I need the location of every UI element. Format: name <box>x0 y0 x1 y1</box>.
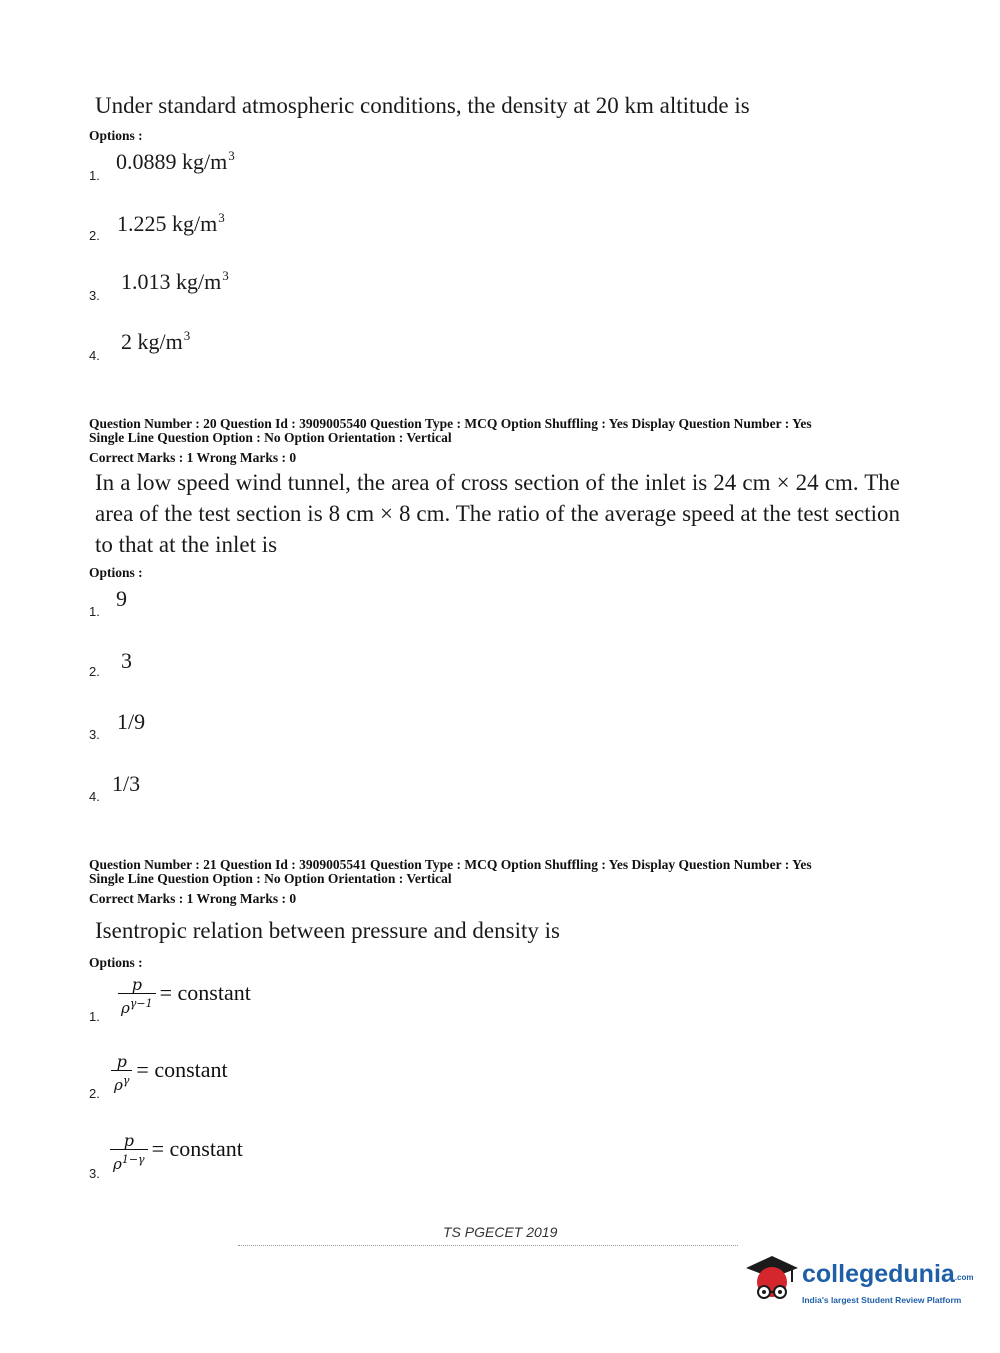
q19-option-1-number: 1. <box>89 168 100 183</box>
q20-option-4-number: 4. <box>89 789 100 804</box>
q20-option-4[interactable]: 1/3 <box>112 771 141 796</box>
q20-meta-line-2: Single Line Question Option : No Option Orientation : Vertical <box>89 430 452 445</box>
q21-option-3-number: 3. <box>89 1166 100 1181</box>
mascot-icon <box>742 1248 802 1308</box>
q20-option-2[interactable]: 3 <box>121 648 132 673</box>
q20-options-label: Options : <box>89 565 143 580</box>
q19-option-3[interactable]: 1.013 $kg/m^3$ <box>121 268 229 294</box>
q20-option-1[interactable]: 9 <box>116 586 127 611</box>
collegedunia-logo <box>742 1248 972 1318</box>
footer-exam-name: TS PGECET 2019 <box>443 1224 558 1240</box>
q19-option-2[interactable]: 1.225 $kg/m^3$ <box>117 210 225 236</box>
q19-option-4[interactable]: 2 $kg/m^3$ <box>121 328 191 354</box>
q21-option-3[interactable]: $\frac{p}{\rho^{1-\gamma}}$ = constant <box>110 1132 243 1173</box>
q21-marks: Correct Marks : 1 Wrong Marks : 0 <box>89 891 297 906</box>
q20-question-text: In a low speed wind tunnel, the area of cross section of the inlet is 24 cm × 24 cm. The area of the test section is 8 cm × 8 cm. The ratio of the average speed at the test section to that at the inlet is <box>95 470 900 557</box>
q21-option-2[interactable]: $\frac{p}{\rho^\gamma}$ = constant <box>111 1053 228 1094</box>
logo-suffix: .com <box>954 1273 974 1282</box>
q21-option-1-number: 1. <box>89 1009 100 1024</box>
q21-option-2-number: 2. <box>89 1086 100 1101</box>
fraction: $\frac{p}{\rho^{\gamma-1}}$ <box>118 976 156 1017</box>
footer-divider <box>238 1245 738 1246</box>
q19-option-2-number: 2. <box>89 228 100 243</box>
fraction: $\frac{p}{\rho^{1-\gamma}}$ <box>110 1132 148 1173</box>
q20-option-2-number: 2. <box>89 664 100 679</box>
q20-meta-line-1: Question Number : 20 Question Id : 3909005540 Question Type : MCQ Option Shuffling : Yes Display Question Number : Yes <box>89 416 812 431</box>
q21-meta-line-1: Question Number : 21 Question Id : 3909005541 Question Type : MCQ Option Shuffling : Yes Display Question Number : Yes <box>89 857 812 872</box>
q21-options-label: Options : <box>89 955 143 970</box>
q19-question-text: Under standard atmospheric conditions, the density at 20 km altitude is <box>95 93 750 118</box>
q21-question-text: Isentropic relation between pressure and density is <box>95 918 560 943</box>
q20-option-3-number: 3. <box>89 727 100 742</box>
q20-option-3[interactable]: 1/9 <box>117 709 146 734</box>
fraction: $\frac{p}{\rho^\gamma}$ <box>111 1053 132 1094</box>
q20-option-1-number: 1. <box>89 604 100 619</box>
q21-option-1[interactable]: $\frac{p}{\rho^{\gamma-1}}$ = constant <box>118 976 251 1017</box>
q19-option-3-number: 3. <box>89 288 100 303</box>
q19-option-1[interactable]: 0.0889 $kg/m^3$ <box>116 148 235 174</box>
q19-options-label: Options : <box>89 128 143 143</box>
q21-meta-line-2: Single Line Question Option : No Option Orientation : Vertical <box>89 871 452 886</box>
logo-tagline: India's largest Student Review Platform <box>802 1295 962 1305</box>
q19-option-4-number: 4. <box>89 348 100 363</box>
q20-marks: Correct Marks : 1 Wrong Marks : 0 <box>89 450 297 465</box>
logo-name: collegedunia <box>802 1260 955 1288</box>
